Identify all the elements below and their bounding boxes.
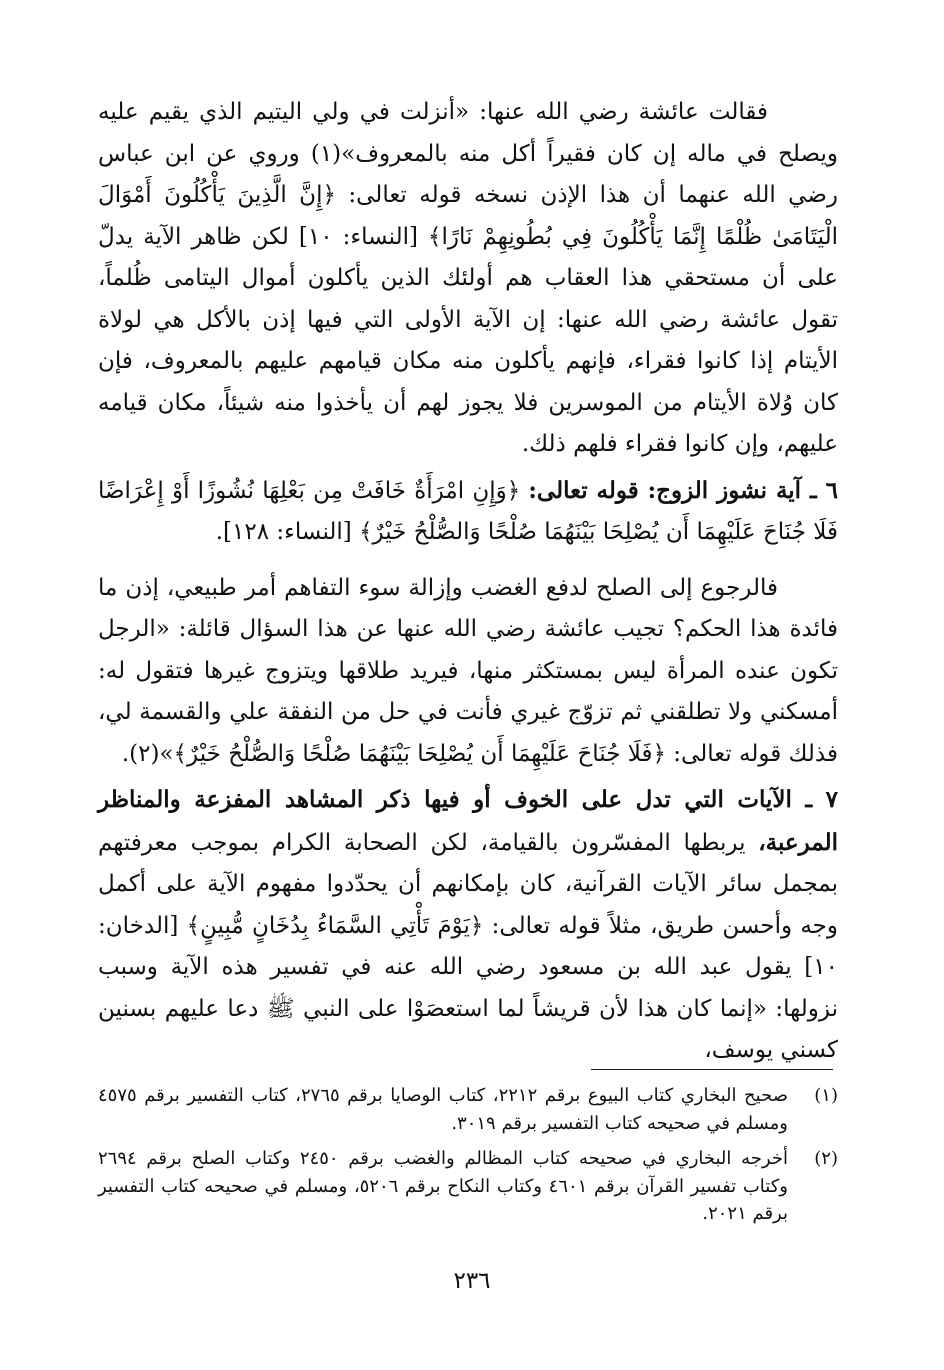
footnote-2 [98,1145,838,1228]
section-6-verse: ﴿وَإِنِ امْرَأَةٌ خَافَتْ مِن بَعْلِهَا نُشُوزًا أَوْ إِعْرَاضًا فَلَا جُنَاحَ عَلَيْهِمَا أَن يُصْلِحَا بَيْنَهُمَا صُلْحًا وَالصُّلْحُ خَيْرٌ﴾ [النساء: ١٢٨]. [98,477,838,545]
paragraph-1: فقالت عائشة رضي الله عنها: «أنزلت في ولي اليتيم الذي يقيم عليه ويصلح في ماله إن كان فقيراً أكل منه بالمعروف»(١) وروي عن ابن عباس رضي الله عنهما أن هذا الإذن نسخه قوله تعالى: ﴿إِنَّ الَّذِينَ يَأْكُلُونَ أَمْوَالَ الْيَتَامَىٰ ظُلْمًا إِنَّمَا يَأْكُلُونَ فِي بُطُونِهِمْ نَارًا﴾ [النساء: ١٠] لكن ظاهر الآية يدلّ على أن مستحقي هذا العقاب هم أولئك الذين يأكلون أموال اليتامى ظُلماً، تقول عائشة رضي الله عنها: إن الآية الأولى التي فيها إذن بالأكل هي لولاة الأيتام إذا كانوا فقراء، فإنهم يأكلون منه مكان قيامهم عليهم بالمعروف، فإن كان وُلاة الأيتام من الموسرين فلا يجوز لهم أن يأخذوا منه شيئاً، مكان قيامه عليهم، وإن كانوا فقراء فلهم ذلك. [98,99,838,457]
paragraph-2 [98,470,838,554]
section-6-heading: ٦ ـ آية نشوز الزوج: قوله تعالى: [528,476,839,504]
footnote-text: صحيح البخاري كتاب البيوع برقم ٢٢١٢، كتاب الوصايا برقم ٢٧٦٥، كتاب التفسير برقم ٤٥٧٥ ومسلم في صحيحه كتاب التفسير برقم ٣٠١٩. [98,1085,788,1134]
footnote-number: (١) [814,1085,838,1106]
paragraph-3: فالرجوع إلى الصلح لدفع الغضب وإزالة سوء التفاهم أمر طبيعي، إذن ما فائدة هذا الحكم؟ تجيب عائشة رضي الله عنها عن هذا السؤال قائلة: «الرجل تكون عنده المرأة ليس بمستكثر منها، فيريد طلاقها ويتزوج غيرها فتقول له: أمسكني ولا تطلقني ثم تزوّج غيري فأنت في حل من النفقة علي والقسمة لي، فذلك قوله تعالى: ﴿فَلَا جُنَاحَ عَلَيْهِمَا أَن يُصْلِحَا بَيْنَهُمَا صُلْحًا وَالصُّلْحُ خَيْرٌ﴾»(٢). [98,574,838,767]
paragraph-4 [98,779,838,1072]
section-7-text: يربطها المفسّرون بالقيامة، لكن الصحابة الكرام بموجب معرفتهم بمجمل سائر الآيات القرآنية، كان بإمكانهم أن يحدّدوا مفهوم الآية على أكمل وجه وأحسن طريق، مثلاً قوله تعالى: ﴿يَوْمَ تَأْتِي السَّمَاءُ بِدُخَانٍ مُّبِينٍ﴾ [الدخان: ١٠] يقول عبد الله بن مسعود رضي الله عنه في تفسير هذه الآية وسبب نزولها: «إنما كان هذا لأن قريشاً لما استعصَوْا على النبي ﷺ دعا عليهم بسنين كسني يوسف، [98,829,839,1063]
footnotes [98,1082,838,1236]
footnote-number: (٢) [814,1148,838,1169]
main-text [98,92,838,1072]
footnote-1 [98,1082,838,1137]
footnote-separator [591,1069,833,1070]
footnote-text: أخرجه البخاري في صحيحه كتاب المظالم والغضب برقم ٢٤٥٠ وكتاب الصلح برقم ٢٦٩٤ وكتاب تفسير القرآن برقم ٤٦٠١ وكتاب النكاح برقم ٥٢٠٦، ومسلم في صحيحه كتاب التفسير برقم ٢٠٢١. [98,1148,788,1224]
page-number: ٢٣٦ [453,1268,491,1294]
section-7-heading: ٧ ـ الآيات التي تدل على الخوف أو فيها ذكر المشاهد المفزعة والمناظر المرعبة، [98,786,838,856]
